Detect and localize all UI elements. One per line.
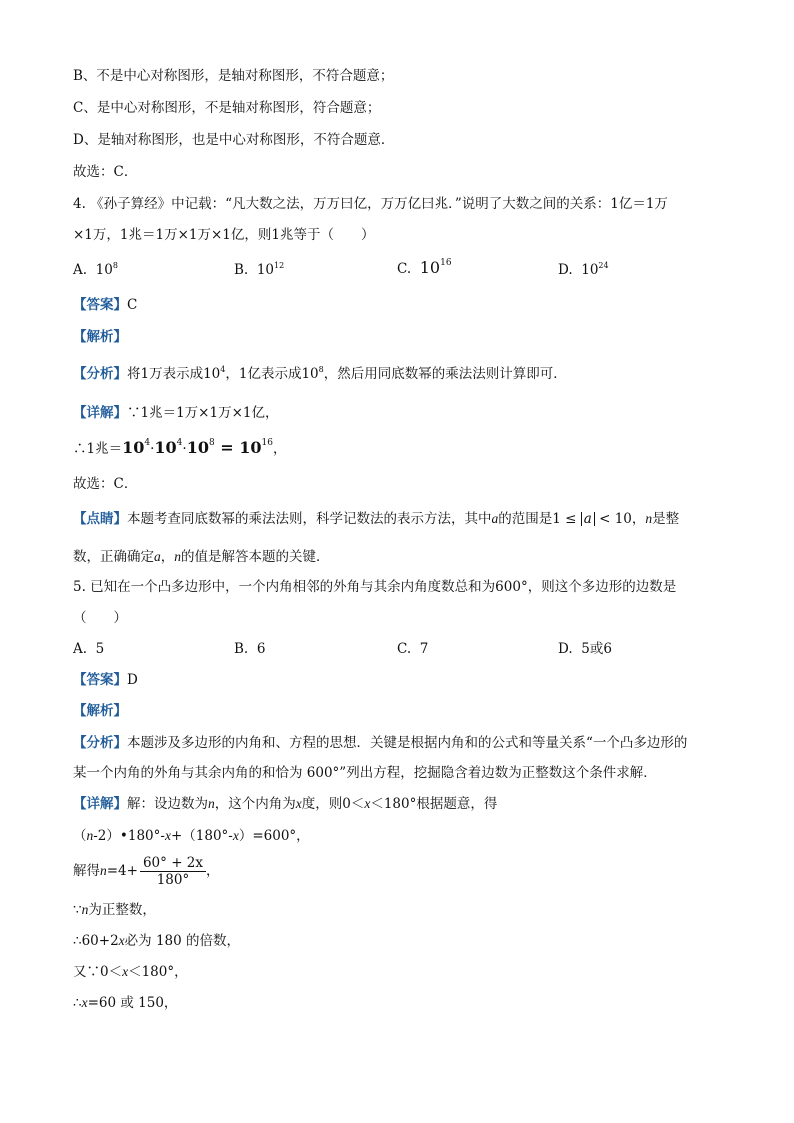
q4-detail-line2: ∴1兆$=10^4\cdot 10^4\cdot 10^8 = 10^{16}$，: [73, 438, 287, 457]
q4-option-a: [73, 260, 118, 280]
q5-integer-line: ∵n为正整数，: [73, 902, 156, 918]
dianjing-tag: 【点睛】: [73, 511, 127, 527]
option-b-explanation: B、不是中心对称图形，是轴对称图形，不符合题意；: [73, 68, 394, 84]
q4-answer: [73, 295, 137, 315]
fenxi-tag: 【分析】: [73, 735, 127, 751]
fraction: [140, 855, 206, 888]
q5-multiple-line: ∴60+2x必为 180 的倍数，: [73, 933, 241, 949]
option-exponent: 8: [112, 261, 118, 270]
option-exponent: 12: [274, 261, 285, 270]
option-d-explanation: D、是轴对称图形，也是中心对称图形，不符合题意．: [73, 132, 395, 148]
q4-option-d: [558, 260, 609, 280]
analysis-tag: 【解析】: [73, 329, 127, 345]
q4-option-b: [234, 260, 284, 280]
detail-tag: 【详解】: [73, 796, 127, 812]
choice-line: 故选：C．: [73, 164, 138, 180]
option-base: 10: [419, 258, 441, 277]
option-label: D.: [558, 262, 573, 278]
option-exponent: 24: [598, 261, 609, 270]
q5-answer: [73, 670, 138, 690]
answer-tag: 【答案】: [73, 297, 127, 313]
q5-option-b: B. 6: [234, 641, 266, 657]
q5-detail-line1: 【详解】解：设边数为n，这个内角为x度，则0＜x＜180°根据题意，得: [73, 796, 498, 812]
answer-value: D: [127, 672, 138, 688]
q5-equation: （n-2）•180°-x+（180°-x）=600°，: [73, 828, 310, 844]
q5-x-line: ∴x=60 或 150，: [73, 995, 178, 1011]
q4-fenxi: 【分析】将1万表示成$10^4$，1亿表示成$10^8$，然后用同底数幂的乘法法则计算即可．: [73, 365, 567, 382]
option-base: 10: [581, 262, 599, 278]
q4-stem-line2: ×1万，1兆＝1万×1万×1亿，则1兆等于（ ）: [73, 227, 375, 243]
option-label: A.: [73, 262, 88, 278]
option-label: C.: [397, 261, 412, 277]
q4-stem-line1: 4. 《孙子算经》中记载：“凡大数之法，万万曰亿，万万亿曰兆．”说明了大数之间的关系：1亿＝1万: [73, 196, 668, 212]
q5-stem-line2: （ ）: [73, 610, 127, 626]
q4-choose: 故选：C．: [73, 476, 138, 492]
detail-tag: 【详解】: [73, 405, 127, 421]
q5-stem-line1: 5. 已知在一个凸多边形中，一个内角相邻的外角与其余内角度数总和为600°，则这个多边形的边数是: [73, 579, 677, 595]
q5-fenxi-line1: 【分析】本题涉及多边形的内角和、方程的思想．关键是根据内角和的公式和等量关系“一个凸多边形的: [73, 735, 688, 751]
answer-value: C: [127, 297, 138, 313]
option-c-explanation: C、是中心对称图形，不是轴对称图形，符合题意；: [73, 100, 381, 116]
analysis-tag: 【解析】: [73, 703, 127, 719]
q5-option-a: A. 5: [73, 641, 105, 657]
option-base: 10: [256, 262, 274, 278]
q5-range-line: 又∵0＜x＜180°，: [73, 964, 188, 980]
q5-option-c: C. 7: [397, 641, 429, 657]
q5-option-d: D. 5或6: [558, 641, 612, 657]
answer-tag: 【答案】: [73, 672, 127, 688]
q4-dianjing-line2: 数，正确确定a，n的值是解答本题的关键．: [73, 549, 330, 565]
option-label: B.: [234, 262, 249, 278]
q5-solution: 解得n=4+ $\frac{60^\circ + 2x}{180^\circ}$ ，: [73, 855, 220, 888]
option-base: 10: [95, 262, 113, 278]
q4-analysis-heading: [73, 327, 127, 347]
fraction-denominator: 180°: [156, 872, 190, 888]
q5-fenxi-line2: 某一个内角的外角与其余内角的和恰为 600°”列出方程，挖掘隐含着边数为正整数这个条件求解．: [73, 765, 657, 781]
option-exponent: 16: [440, 258, 452, 268]
q4-option-c: [397, 258, 452, 279]
fenxi-tag: 【分析】: [73, 366, 127, 382]
q4-detail-line1: 【详解】∵1兆＝1万×1万×1亿，: [73, 405, 279, 421]
q5-analysis-heading: [73, 701, 127, 721]
fraction-numerator: 60° + 2x: [140, 855, 206, 872]
q4-dianjing-line1: 【点睛】本题考查同底数幂的乘法法则，科学记数法的表示方法，其中a的范围是1 ≤ a < 10，n是整: [73, 511, 680, 527]
